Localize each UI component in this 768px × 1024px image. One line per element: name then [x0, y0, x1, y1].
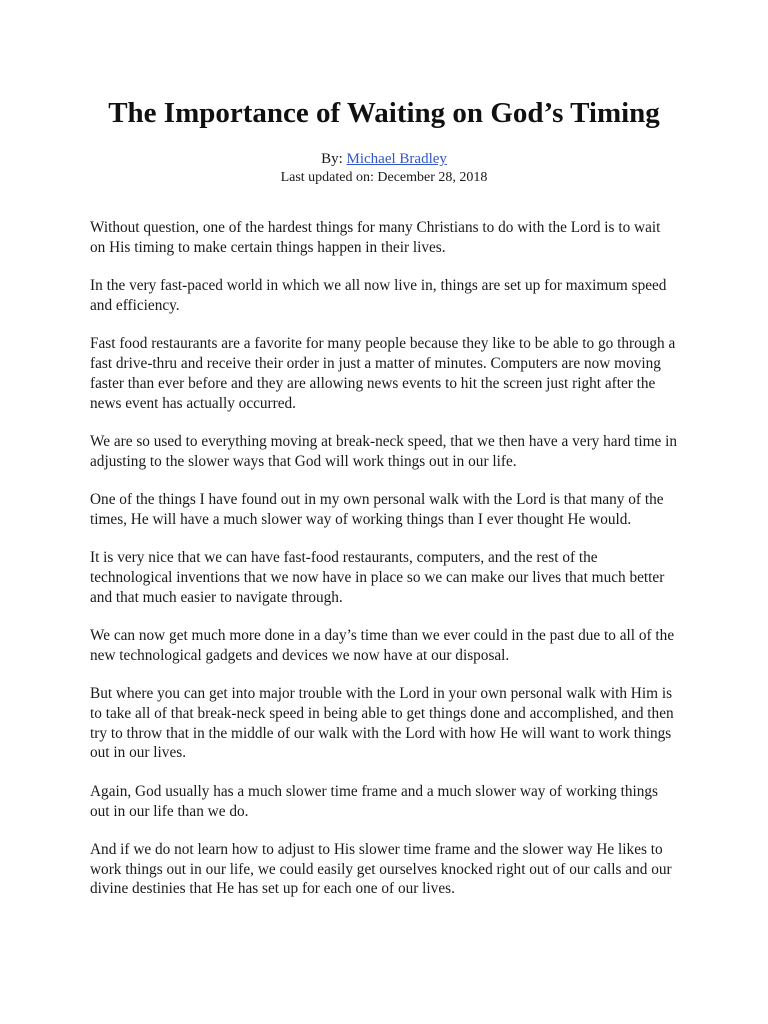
paragraph: Without question, one of the hardest things for many Christians to do with the Lord is to wait on His timing to make certain things happen in their lives. [90, 219, 661, 256]
byline-prefix: By: [321, 151, 347, 167]
paragraph: It is very nice that we can have fast-food restaurants, computers, and the rest of the technological inventions that we now have in place so we can make our lives that much better and that much easier to navigate through. [90, 549, 665, 606]
paragraph: But where you can get into major trouble with the Lord in your own personal walk with Him is to take all of that break-neck speed in being able to get things done and accomplished, and then try to throw that in the middle of our walk with the Lord with how He will want to work things out in our lives. [90, 685, 674, 762]
article-body [90, 218, 678, 899]
paragraph: Again, God usually has a much slower time frame and a much slower way of working things out in our life than we do. [90, 782, 658, 820]
paragraph: And if we do not learn how to adjust to His slower time frame and the slower way He likes to work things out in our life, we could easily get ourselves knocked right out of our calls and our divine destinies that He has set up for each one of our lives. [90, 840, 672, 898]
paragraph: Fast food restaurants are a favorite for many people because they like to be able to go through a fast drive-thru and receive their order in just a matter of minutes. Computers are now moving faster than ever before and they are allowing news events to hit the screen just right after the news event has actually occurred. [90, 335, 676, 412]
last-updated: Last updated on: December 28, 2018 [280, 170, 488, 185]
paragraph: We are so used to everything moving at break-neck speed, that we then have a very hard time in adjusting to the slower ways that God will work things out in our life. [90, 432, 678, 470]
paragraph: One of the things I have found out in my own personal walk with the Lord is that many of the times, He will have a much slower way of working things than I ever thought He would. [90, 490, 664, 528]
byline [90, 149, 678, 169]
author-link[interactable]: Michael Bradley [346, 151, 447, 167]
paragraph: In the very fast-paced world in which we all now live in, things are set up for maximum speed and efficiency. [90, 277, 667, 314]
paragraph: We can now get much more done in a day’s time than we ever could in the past due to all of the new technological gadgets and devices we now have at our disposal. [90, 626, 675, 664]
article-title: The Importance of Waiting on God’s Timing [108, 97, 660, 129]
